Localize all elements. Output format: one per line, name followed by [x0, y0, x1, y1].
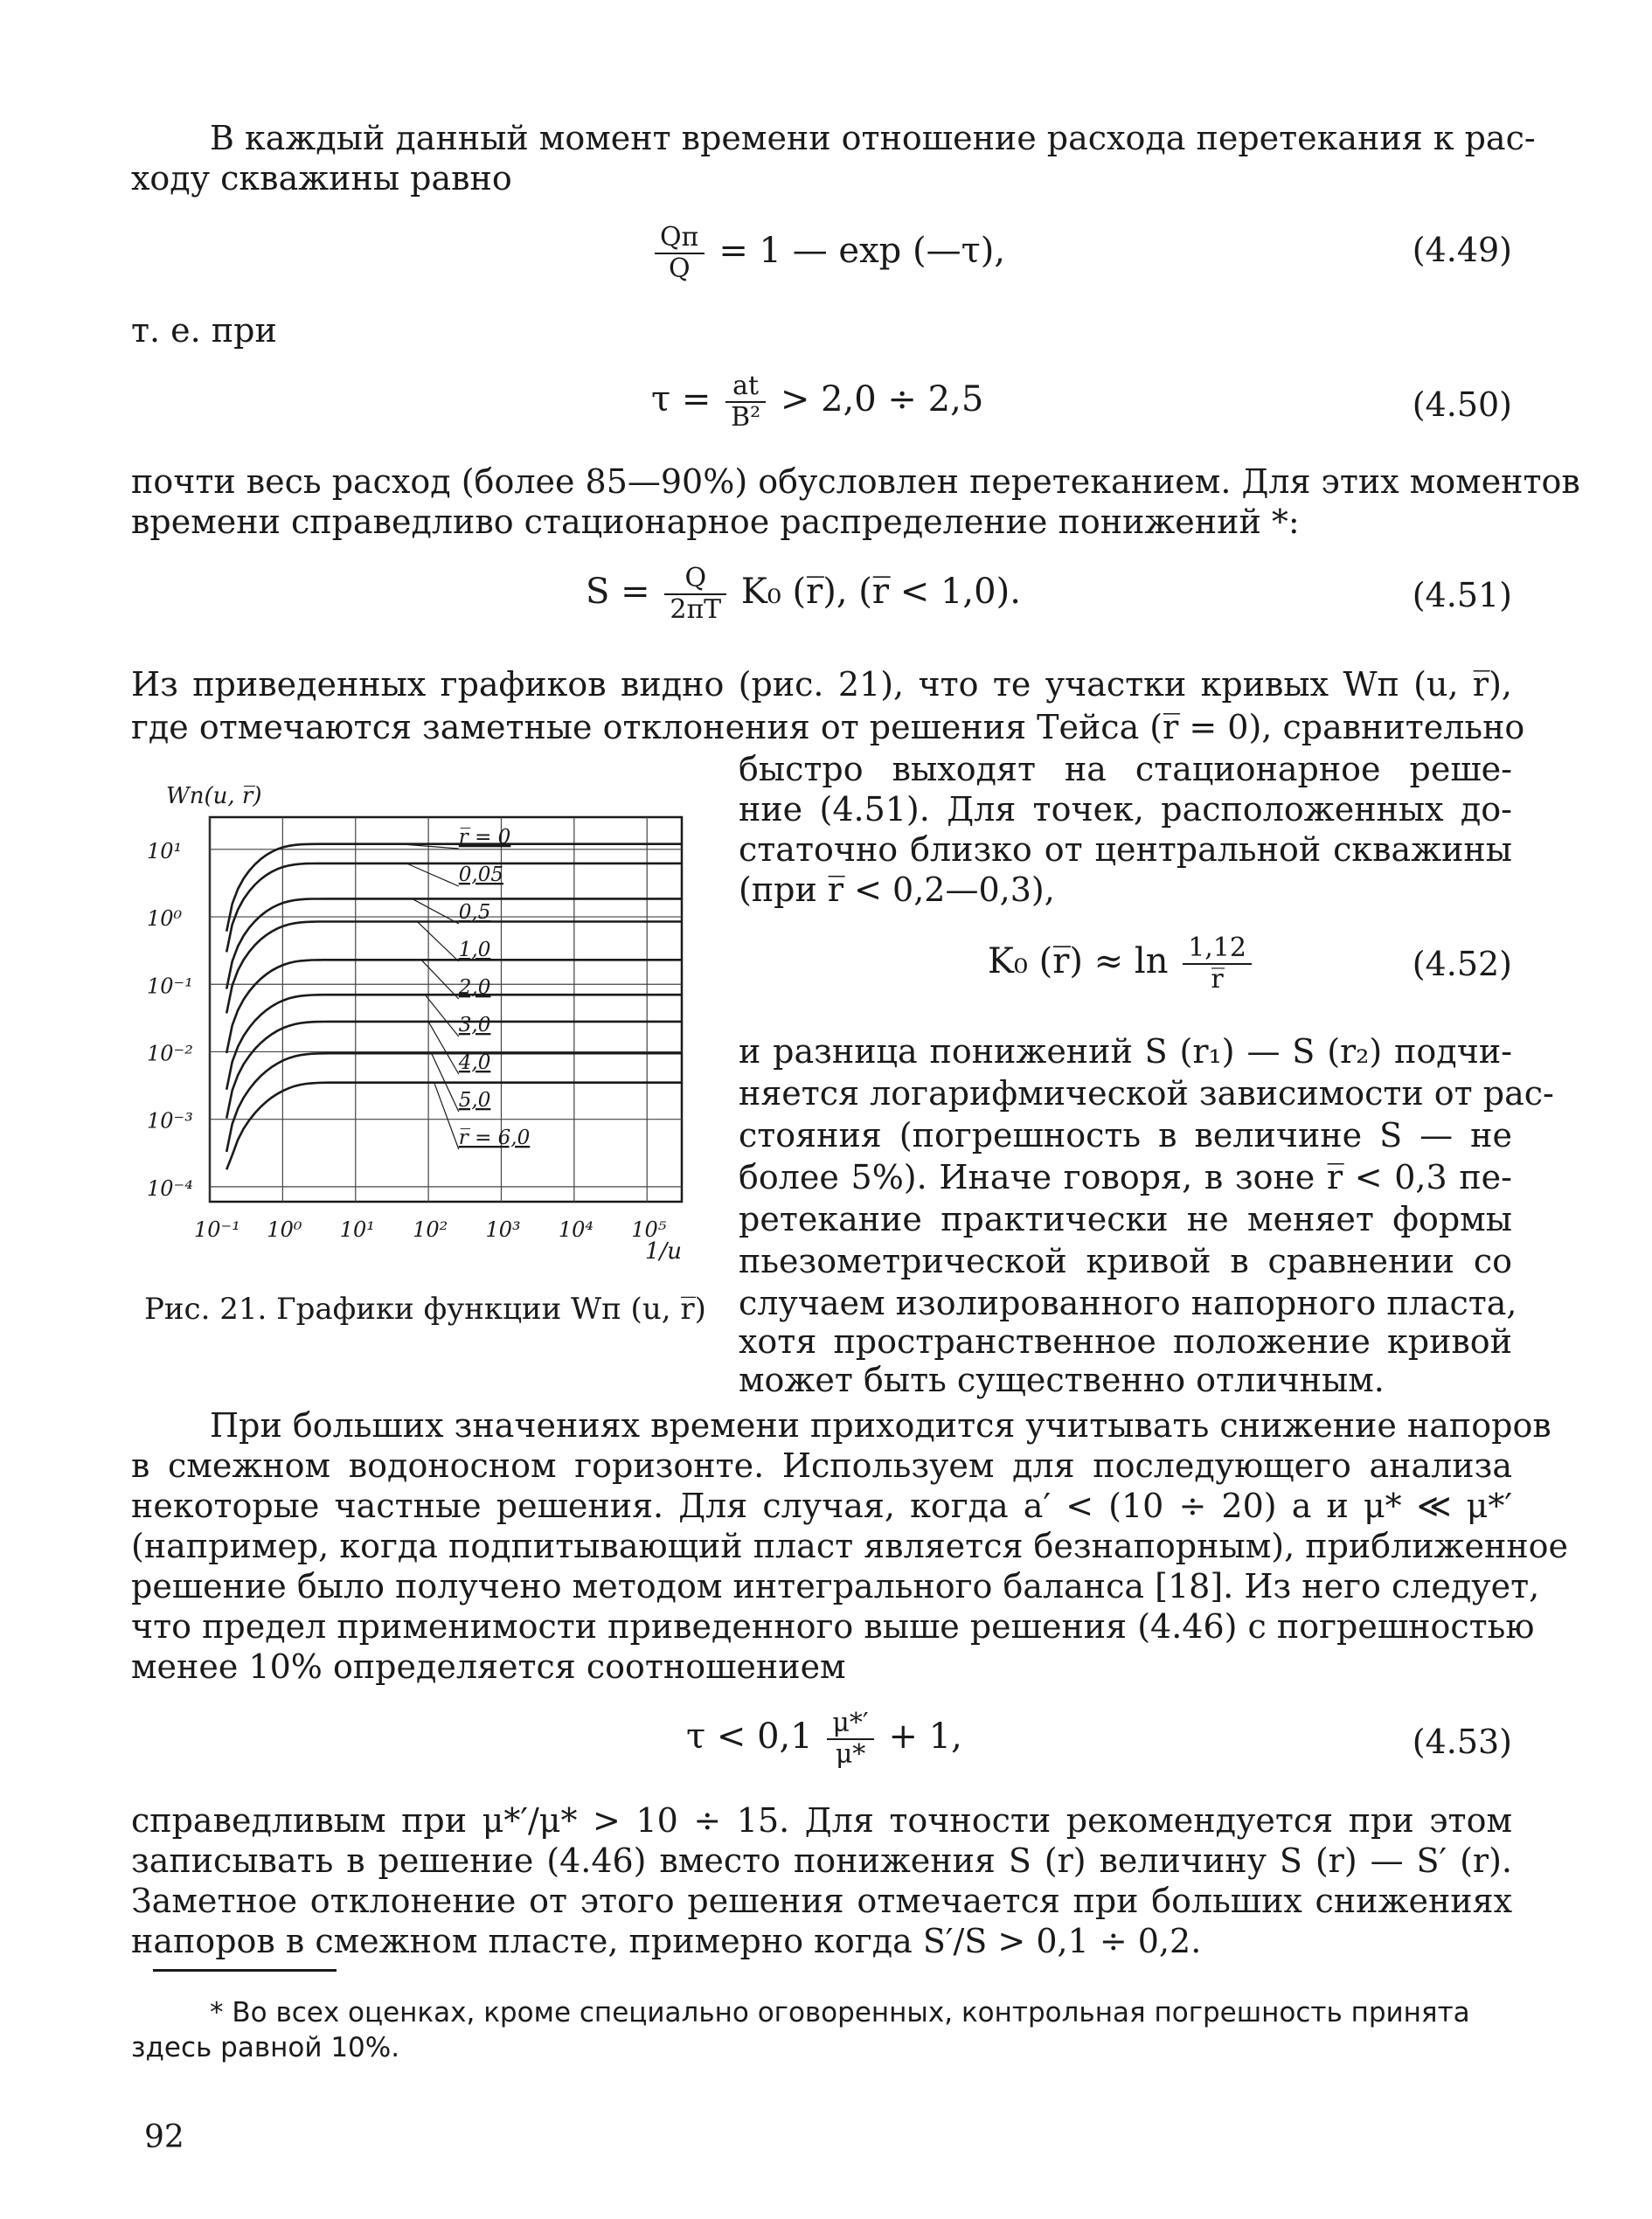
x-tick-label: 10⁰: [267, 1217, 302, 1242]
equation-number: (4.49): [1412, 231, 1512, 269]
equation-4-51: S = $\frac{Q}{2\pi T}$ K₀ (r̅), (r̅ < 1,0).: [586, 563, 1021, 625]
x-tick-label: 10⁵: [631, 1217, 667, 1242]
text-line: записывать в решение (4.46) вместо понижения S (r) величину S (r) — S′ (r).: [131, 1841, 1512, 1880]
equation-number: (4.52): [1412, 945, 1512, 983]
text-line: времени справедливо стационарное распределение понижений *:: [131, 503, 1300, 541]
y-tick-label: 10⁻¹: [147, 974, 193, 999]
y-tick-label: 10¹: [147, 838, 183, 863]
label-leader: [425, 995, 458, 1037]
text-line: в смежном водоносном горизонте. Используем для последующего анализа: [131, 1446, 1512, 1485]
text-line: няется логарифмической зависимости от рас-: [739, 1074, 1554, 1113]
label-leader: [406, 863, 459, 886]
equation-4-53: τ < 0,1 $\frac{\mu*'}{\mu*}$ + 1,: [686, 1708, 962, 1770]
label-leader: [413, 898, 459, 924]
series-label: r̅ = 6,0: [458, 1127, 531, 1149]
chart-frame: [210, 817, 682, 1202]
equation-4-49: $\frac{Qп}{Q}$ = 1 — exp (—τ),: [651, 223, 1005, 284]
footnote: * Во всех оценках, кроме специально оговоренных, контрольная погрешность принята здесь равной 10%.: [131, 1997, 1470, 2063]
text-line: В каждый данный момент времени отношение расхода перетекания к рас-: [210, 119, 1536, 157]
text-line: пьезометрической кривой в сравнении со: [739, 1242, 1512, 1280]
series-line: [226, 844, 682, 932]
series-label: 2,0: [458, 976, 491, 999]
text-line: менее 10% определяется соотношением: [131, 1647, 846, 1686]
label-leader: [421, 960, 459, 999]
series-label: r̅ = 0: [458, 826, 511, 849]
equation-number: (4.50): [1412, 385, 1512, 424]
chart-y-axis-label: Wп(u, r̅): [166, 783, 262, 809]
text-line: и разница понижений S (r₁) — S (r₂) подчи-: [739, 1032, 1512, 1071]
label-leader: [417, 921, 459, 961]
text-line: статочно близко от центральной скважины: [739, 830, 1512, 869]
text-line: напоров в смежном пласте, примерно когда S′/S > 0,1 ÷ 0,2.: [131, 1922, 1202, 1960]
text-line: При больших значениях времени приходится учитывать снижение напоров: [210, 1406, 1551, 1445]
text-line: Из приведенных графиков видно (рис. 21), что те участки кривых Wп (u, r̅),: [131, 665, 1512, 704]
series-label: 0,05: [458, 863, 504, 886]
x-tick-label: 10²: [413, 1217, 448, 1242]
series-label: 0,5: [458, 901, 491, 924]
figure-21-chart: [140, 782, 699, 1272]
page-number: 92: [144, 2119, 184, 2155]
y-tick-label: 10⁰: [147, 906, 183, 932]
label-leader: [428, 1022, 459, 1074]
text-line: (например, когда подпитывающий пласт является безнапорным), приближенное: [131, 1527, 1569, 1565]
text-line: решение было получено методом интегрального баланса [18]. Из него следует,: [131, 1567, 1540, 1605]
chart-x-axis-label: 1/u: [645, 1238, 683, 1265]
equation-4-50: τ = $\frac{at}{\text{B²}}$ > 2,0 ÷ 2,5: [651, 371, 984, 433]
series-line: [226, 922, 682, 1014]
text-line: хотя пространственное положение кривой: [739, 1322, 1512, 1361]
series-label: 4,0: [458, 1051, 491, 1074]
x-tick-label: 10⁻¹: [194, 1217, 240, 1242]
series-line: [226, 898, 682, 988]
series-label: 3,0: [458, 1014, 491, 1037]
equation-number: (4.51): [1412, 576, 1512, 614]
text-line: ходу скважины равно: [131, 159, 512, 198]
text-line: ретекание практически не меняет формы: [739, 1200, 1512, 1238]
y-tick-label: 10⁻⁴: [147, 1175, 193, 1201]
label-leader: [434, 1083, 459, 1149]
text-line: более 5%). Иначе говоря, в зоне r̅ < 0,3 пе-: [739, 1158, 1512, 1196]
x-tick-label: 10⁴: [558, 1217, 594, 1242]
series-line: [226, 863, 682, 953]
series-line: [226, 1022, 682, 1119]
equation-number: (4.53): [1412, 1723, 1512, 1761]
text-line: быстро выходят на стационарное реше-: [739, 750, 1512, 788]
text-line: (при r̅ < 0,2—0,3),: [739, 870, 1055, 909]
text-line: может быть существенно отличным.: [739, 1361, 1385, 1399]
y-tick-label: 10⁻³: [147, 1108, 193, 1134]
series-line: [226, 995, 682, 1090]
text-line: почти весь расход (более 85—90%) обусловлен перетеканием. Для этих моментов: [131, 462, 1580, 501]
x-tick-label: 10³: [485, 1217, 521, 1242]
series-label: 5,0: [458, 1089, 491, 1112]
text-line: где отмечаются заметные отклонения от решения Тейса (r̅ = 0), сравнительно: [131, 708, 1525, 746]
equation-4-52: K₀ (r̅) ≈ ln $\frac{1,12}{r̅}$: [988, 933, 1255, 995]
footnote-rule: [153, 1969, 337, 1972]
y-tick-label: 10⁻²: [147, 1041, 193, 1066]
figure-caption: Рис. 21. Графики функции Wп (u, r̅): [144, 1292, 706, 1327]
series-label: 1,0: [458, 939, 491, 961]
text-line: некоторые частные решения. Для случая, когда a′ < (10 ÷ 20) a и μ* ≪ μ*′: [131, 1487, 1512, 1525]
text-line: случаем изолированного напорного пласта,: [739, 1284, 1517, 1322]
text-line: стояния (погрешность в величине S — не: [739, 1116, 1512, 1155]
text-line: что предел применимости приведенного выше решения (4.46) с погрешностью: [131, 1607, 1535, 1646]
text-line: ние (4.51). Для точек, расположенных до-: [739, 790, 1512, 829]
text-line: справедливым при μ*′/μ* > 10 ÷ 15. Для точности рекомендуется при этом: [131, 1801, 1512, 1840]
series-line: [226, 960, 682, 1053]
x-tick-label: 10¹: [339, 1217, 375, 1242]
text-line: т. е. при: [131, 311, 277, 350]
series-line: [226, 1083, 682, 1170]
text-line: Заметное отклонение от этого решения отмечается при больших снижениях: [131, 1882, 1512, 1920]
